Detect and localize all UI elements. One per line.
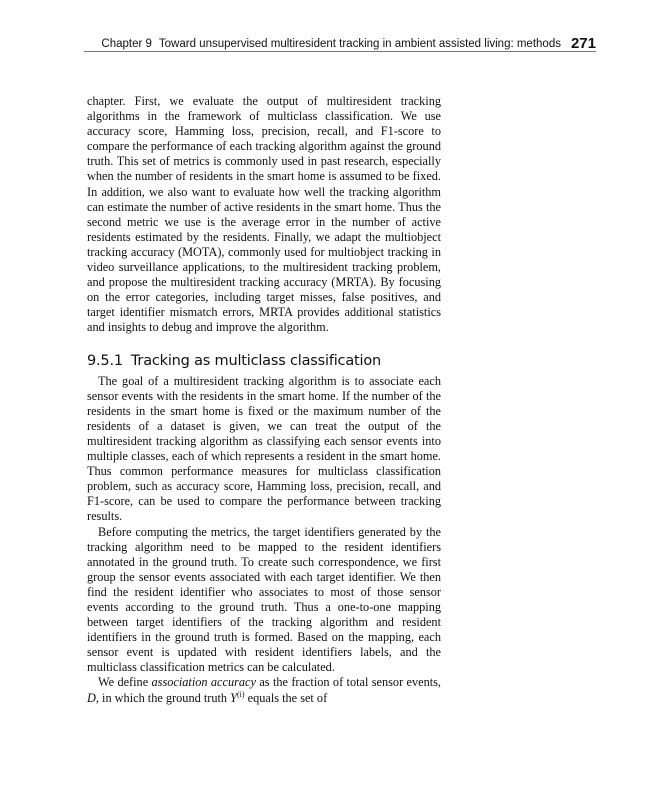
definition-mid2: , in which the ground truth — [95, 690, 231, 705]
variable-y-superscript: (i) — [236, 689, 245, 699]
definition-term: association accuracy — [151, 675, 256, 690]
definition-mid: as the fraction of total sensor events, — [255, 675, 442, 690]
paragraph-mapping: Before computing the metrics, the target identifiers generated by the tracking algorithm need to be mapped to the resident identifiers annotated in the ground truth. To create such correspondence, we first group the sensor events associated with each target identifier. We then find the resident identifier who associates to most of those sensor events according to the ground truth. Thus a one-to-one mapping between target identifiers of the tracking algorithm and resident identifiers in the ground truth is formed. Based on the mapping, each sensor event is updated with resident identifiers labels, and the multiclass classification metrics can be calculated. — [87, 524, 441, 675]
header-rule — [84, 51, 596, 52]
definition-lead: We define — [98, 675, 152, 690]
chapter-label: Chapter 9 — [101, 38, 152, 50]
running-head — [84, 34, 596, 51]
variable-y: Y — [230, 690, 237, 705]
section-title: Tracking as multiclass classification — [130, 352, 381, 369]
section-number: 9.5.1 — [87, 352, 123, 369]
paragraph-intro: chapter. First, we evaluate the output of multiresident tracking algorithms in the framework of multiclass classification. We use accuracy score, Hamming loss, precision, recall, and F1-score to compare the performance of each tracking algorithm against the ground truth. This set of metrics is commonly used in past research, especially when the number of residents in the smart home is assumed to be fixed. In addition, we also want to evaluate how well the tracking algorithm can estimate the number of active residents in the smart home. Thus the second metric we use is the average error in the number of active residents estimated by the residents. Finally, we adapt the multiobject tracking accuracy (MOTA), commonly used for multiobject tracking in video surveillance applications, to the multiresident tracking problem, and propose the multiresident tracking accuracy (MRTA). By focusing on the error categories, including target misses, false positives, and target identifier mismatch errors, MRTA provides additional statistics and insights to debug and improve the algorithm. — [87, 94, 441, 335]
chapter-title: Toward unsupervised multiresident tracking in ambient assisted living: methods — [158, 38, 561, 50]
variable-d: D — [87, 690, 96, 705]
page-number: 271 — [570, 35, 596, 52]
section-heading — [87, 354, 441, 369]
body-text — [87, 94, 441, 706]
paragraph-goal: The goal of a multiresident tracking algorithm is to associate each sensor events with the residents in the smart home. If the number of the residents in the smart home is fixed or the maximum number of the residents of a dataset is given, we can treat the output of the multiresident tracking algorithm as classifying each sensor events into multiple classes, each of which represents a resident in the smart home. Thus common performance measures for multiclass classification problem, such as accuracy score, Hamming loss, precision, recall, and F1-score, can be used to compare the performance between tracking results. — [87, 373, 441, 524]
definition-tail: equals the set of — [244, 690, 328, 705]
paragraph-definition — [87, 675, 441, 705]
